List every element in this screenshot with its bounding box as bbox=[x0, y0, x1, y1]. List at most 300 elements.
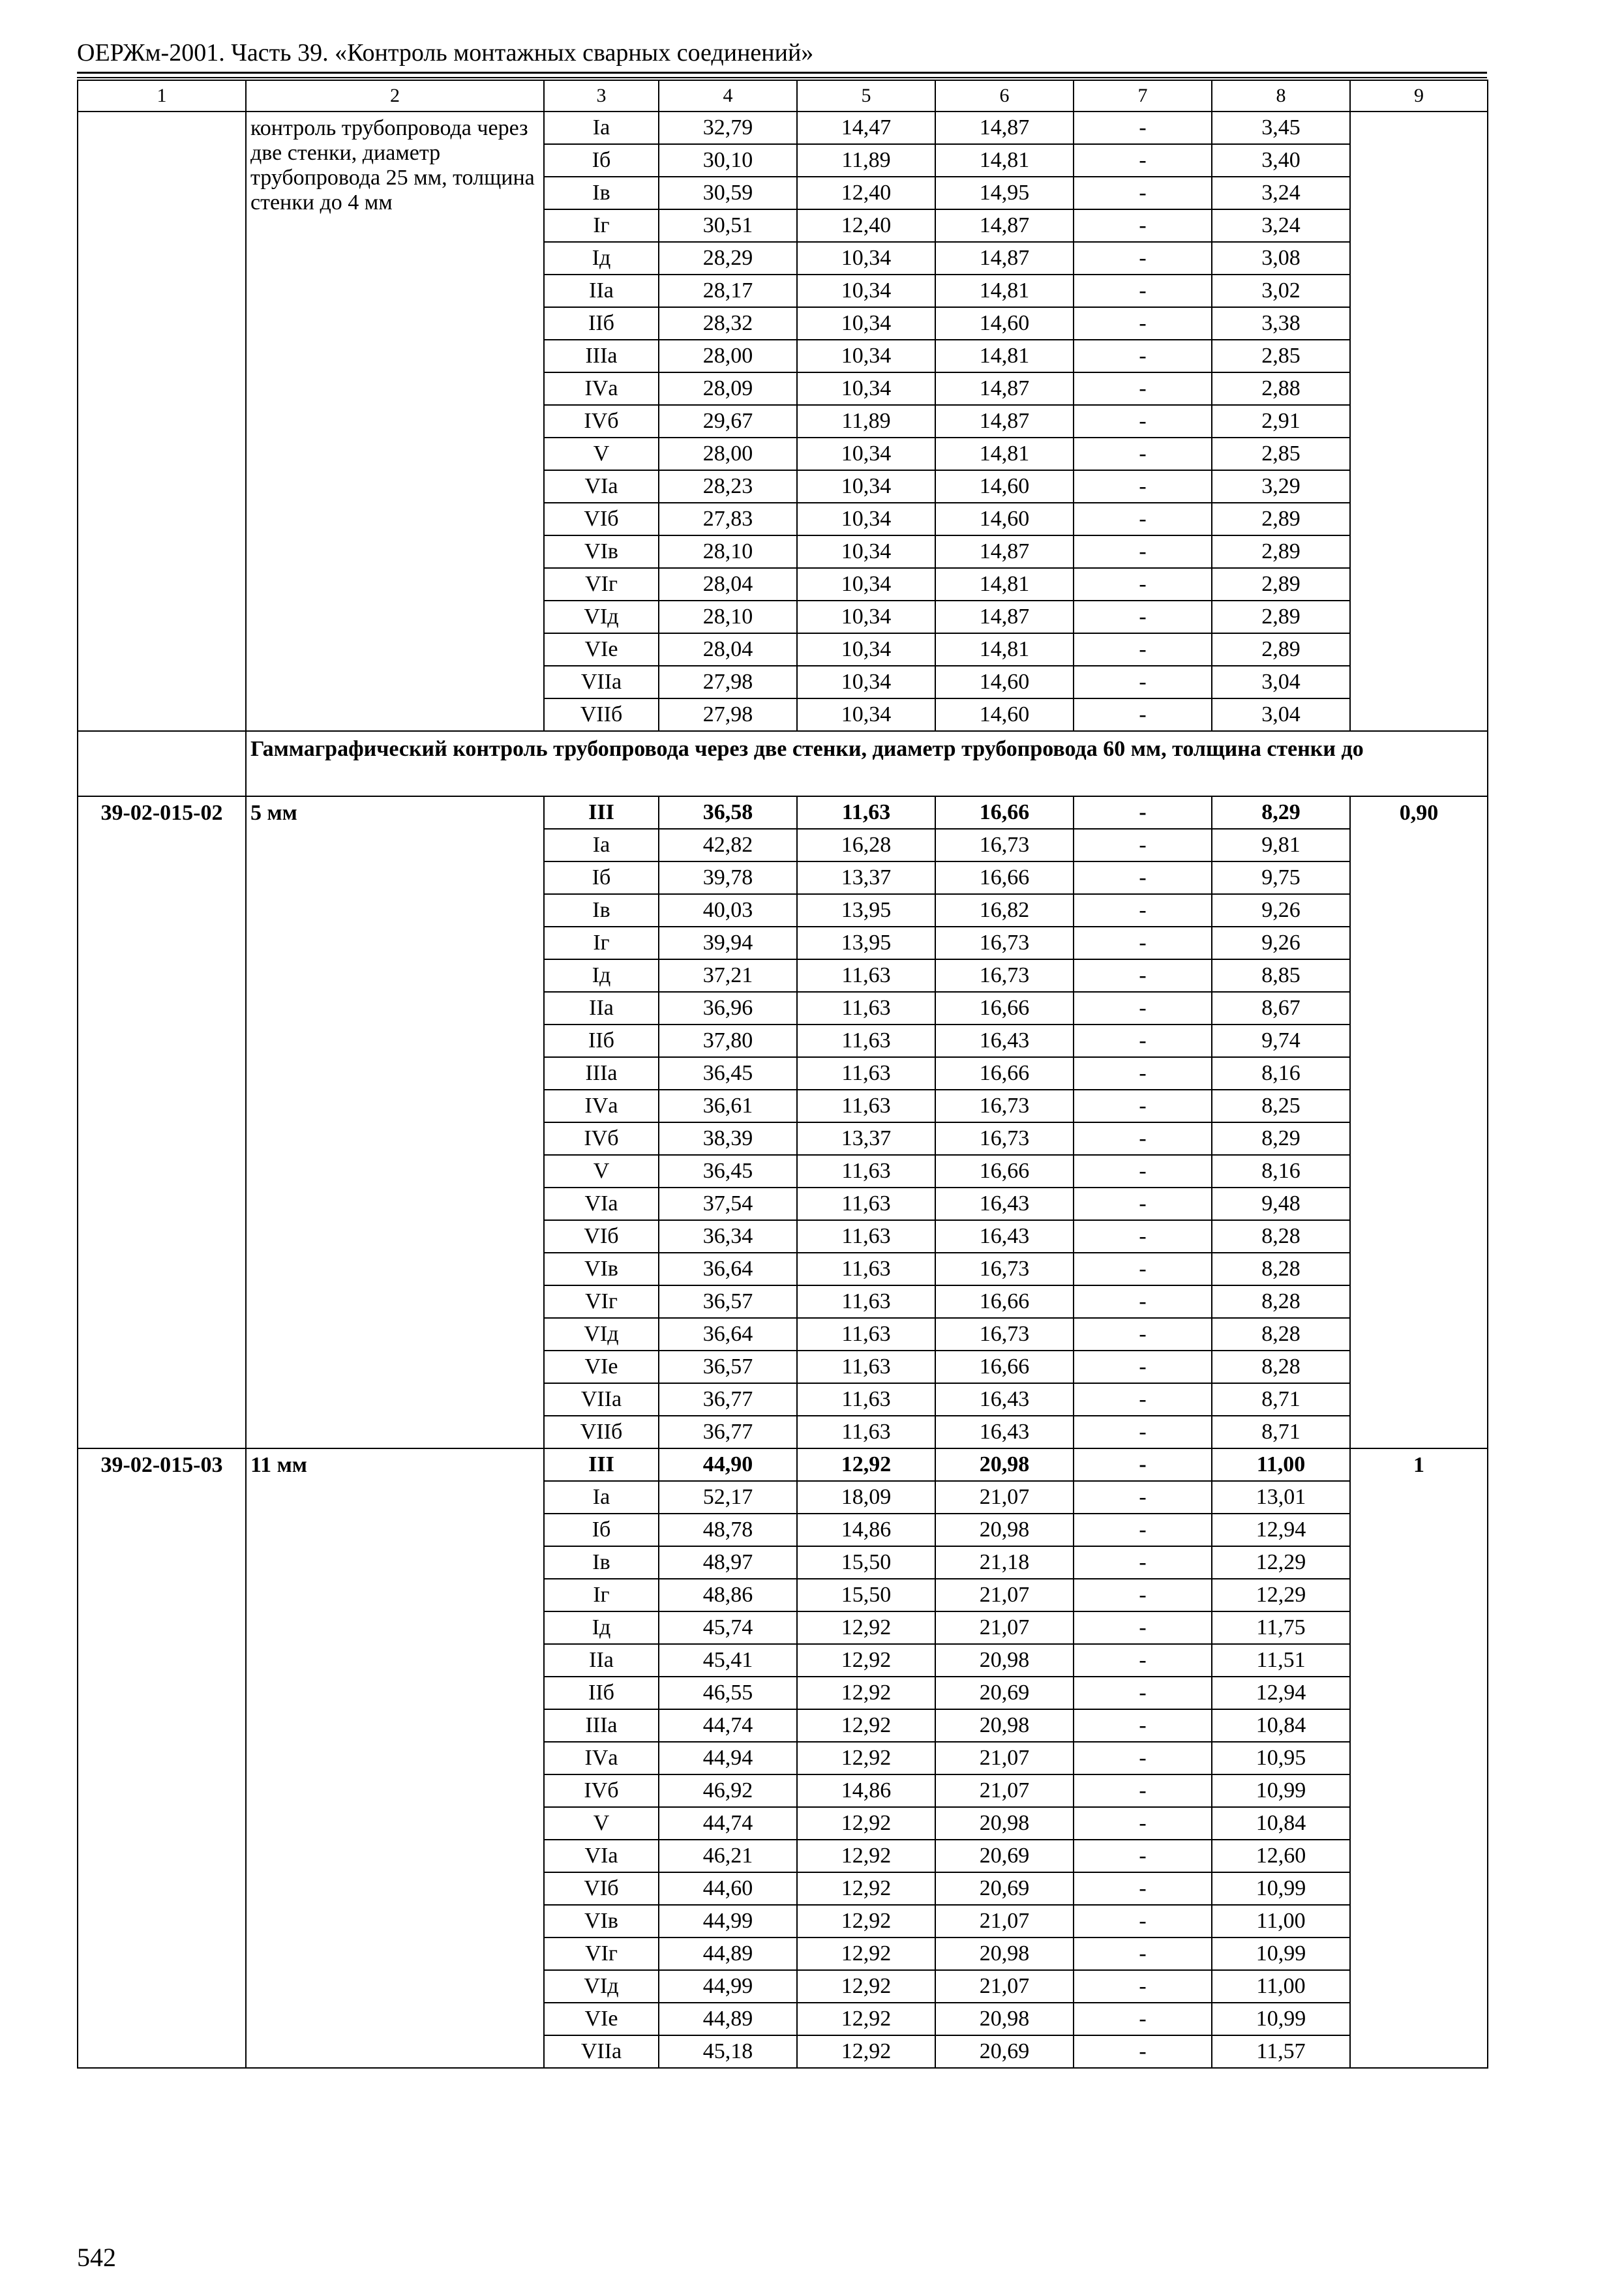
page-header: ОЕРЖм-2001. Часть 39. «Контроль монтажных сварных соединений» bbox=[77, 39, 814, 67]
total-cost: 40,03 bbox=[659, 894, 797, 927]
materials: 3,08 bbox=[1212, 242, 1350, 275]
grade-cell: Iд bbox=[544, 1611, 659, 1644]
total-cost: 46,21 bbox=[659, 1840, 797, 1872]
driver-wages: - bbox=[1074, 1383, 1212, 1416]
machine-cost: 21,07 bbox=[935, 1611, 1074, 1644]
wages: 10,34 bbox=[797, 438, 935, 470]
total-cost: 28,00 bbox=[659, 438, 797, 470]
header-rule bbox=[77, 72, 1487, 74]
total-cost: 36,64 bbox=[659, 1318, 797, 1351]
driver-wages: - bbox=[1074, 1742, 1212, 1774]
driver-wages: - bbox=[1074, 1285, 1212, 1318]
grade-cell: Iд bbox=[544, 242, 659, 275]
wages: 11,63 bbox=[797, 1188, 935, 1220]
total-cost: 36,57 bbox=[659, 1285, 797, 1318]
materials: 13,01 bbox=[1212, 1481, 1350, 1514]
total-cost: 48,97 bbox=[659, 1546, 797, 1579]
column-number: 5 bbox=[797, 80, 935, 112]
materials: 3,45 bbox=[1212, 112, 1350, 144]
grade-cell: V bbox=[544, 438, 659, 470]
grade-cell: IIа bbox=[544, 1644, 659, 1677]
driver-wages: - bbox=[1074, 144, 1212, 177]
section-blank bbox=[78, 731, 246, 796]
machine-cost: 14,81 bbox=[935, 275, 1074, 307]
wages: 12,92 bbox=[797, 1840, 935, 1872]
materials: 3,04 bbox=[1212, 666, 1350, 698]
materials: 11,57 bbox=[1212, 2035, 1350, 2068]
wages: 10,34 bbox=[797, 698, 935, 731]
driver-wages: - bbox=[1074, 2003, 1212, 2035]
machine-cost: 14,60 bbox=[935, 666, 1074, 698]
materials: 8,28 bbox=[1212, 1318, 1350, 1351]
grade-cell: IVа bbox=[544, 1742, 659, 1774]
materials: 2,85 bbox=[1212, 340, 1350, 372]
materials: 11,51 bbox=[1212, 1644, 1350, 1677]
total-cost: 45,74 bbox=[659, 1611, 797, 1644]
wages: 11,89 bbox=[797, 144, 935, 177]
grade-cell: Iб bbox=[544, 1514, 659, 1546]
total-cost: 36,77 bbox=[659, 1416, 797, 1448]
driver-wages: - bbox=[1074, 1514, 1212, 1546]
wages: 10,34 bbox=[797, 275, 935, 307]
total-cost: 36,57 bbox=[659, 1351, 797, 1383]
materials: 3,40 bbox=[1212, 144, 1350, 177]
total-cost: 28,09 bbox=[659, 372, 797, 405]
total-cost: 36,45 bbox=[659, 1155, 797, 1188]
total-cost: 27,98 bbox=[659, 698, 797, 731]
materials: 11,00 bbox=[1212, 1448, 1350, 1481]
materials: 12,29 bbox=[1212, 1546, 1350, 1579]
materials: 2,89 bbox=[1212, 503, 1350, 535]
column-number: 6 bbox=[935, 80, 1074, 112]
total-cost: 39,78 bbox=[659, 861, 797, 894]
grade-cell: VIIа bbox=[544, 666, 659, 698]
materials: 9,48 bbox=[1212, 1188, 1350, 1220]
grade-cell: Iг bbox=[544, 209, 659, 242]
wages: 15,50 bbox=[797, 1579, 935, 1611]
machine-cost: 20,98 bbox=[935, 1709, 1074, 1742]
materials: 2,88 bbox=[1212, 372, 1350, 405]
materials: 8,67 bbox=[1212, 992, 1350, 1025]
grade-cell: VIе bbox=[544, 2003, 659, 2035]
machine-cost: 14,60 bbox=[935, 698, 1074, 731]
materials: 3,02 bbox=[1212, 275, 1350, 307]
total-cost: 30,59 bbox=[659, 177, 797, 209]
rates-table bbox=[77, 80, 1488, 2069]
driver-wages: - bbox=[1074, 340, 1212, 372]
machine-cost: 21,07 bbox=[935, 1970, 1074, 2003]
total-cost: 27,83 bbox=[659, 503, 797, 535]
work-description: контроль трубопровода через две стенки, диаметр трубопровода 25 мм, толщина стенки до 4 мм bbox=[246, 112, 544, 731]
machine-cost: 16,73 bbox=[935, 1122, 1074, 1155]
wages: 10,34 bbox=[797, 372, 935, 405]
column-number: 3 bbox=[544, 80, 659, 112]
machine-cost: 16,66 bbox=[935, 992, 1074, 1025]
materials: 9,26 bbox=[1212, 927, 1350, 959]
total-cost: 46,55 bbox=[659, 1677, 797, 1709]
materials: 11,75 bbox=[1212, 1611, 1350, 1644]
driver-wages: - bbox=[1074, 1253, 1212, 1285]
machine-cost: 14,60 bbox=[935, 307, 1074, 340]
grade-cell: VIа bbox=[544, 1840, 659, 1872]
header-rule-thin bbox=[77, 77, 1487, 78]
total-cost: 28,17 bbox=[659, 275, 797, 307]
driver-wages: - bbox=[1074, 1090, 1212, 1122]
machine-cost: 16,66 bbox=[935, 1351, 1074, 1383]
grade-cell: VIIб bbox=[544, 698, 659, 731]
total-cost: 44,74 bbox=[659, 1807, 797, 1840]
materials: 8,28 bbox=[1212, 1253, 1350, 1285]
wages: 12,92 bbox=[797, 1905, 935, 1937]
wages: 10,34 bbox=[797, 601, 935, 633]
materials: 8,28 bbox=[1212, 1285, 1350, 1318]
machine-cost: 14,87 bbox=[935, 405, 1074, 438]
grade-cell: IIб bbox=[544, 1025, 659, 1057]
materials: 10,99 bbox=[1212, 1937, 1350, 1970]
machine-cost: 14,87 bbox=[935, 112, 1074, 144]
machine-cost: 21,18 bbox=[935, 1546, 1074, 1579]
materials: 8,71 bbox=[1212, 1416, 1350, 1448]
wages: 10,34 bbox=[797, 340, 935, 372]
materials: 8,28 bbox=[1212, 1220, 1350, 1253]
total-cost: 44,89 bbox=[659, 1937, 797, 1970]
driver-wages: - bbox=[1074, 1448, 1212, 1481]
grade-cell: VIв bbox=[544, 1253, 659, 1285]
wages: 16,28 bbox=[797, 829, 935, 861]
driver-wages: - bbox=[1074, 894, 1212, 927]
driver-wages: - bbox=[1074, 1611, 1212, 1644]
driver-wages: - bbox=[1074, 1188, 1212, 1220]
total-cost: 37,21 bbox=[659, 959, 797, 992]
grade-cell: Iг bbox=[544, 927, 659, 959]
grade-cell: Iг bbox=[544, 1579, 659, 1611]
page-number: 542 bbox=[77, 2243, 116, 2272]
machine-cost: 16,43 bbox=[935, 1188, 1074, 1220]
wages: 11,63 bbox=[797, 1318, 935, 1351]
total-cost: 30,10 bbox=[659, 144, 797, 177]
materials: 10,95 bbox=[1212, 1742, 1350, 1774]
machine-cost: 16,66 bbox=[935, 1285, 1074, 1318]
wages: 12,92 bbox=[797, 1937, 935, 1970]
wages: 12,92 bbox=[797, 2035, 935, 2068]
materials: 9,74 bbox=[1212, 1025, 1350, 1057]
driver-wages: - bbox=[1074, 503, 1212, 535]
total-cost: 28,10 bbox=[659, 535, 797, 568]
section-title: Гаммаграфический контроль трубопровода через две стенки, диаметр трубопровода 60 мм, толщина стенки до bbox=[246, 731, 1488, 796]
machine-cost: 14,87 bbox=[935, 601, 1074, 633]
machine-cost: 20,98 bbox=[935, 1448, 1074, 1481]
wages: 12,92 bbox=[797, 1970, 935, 2003]
total-cost: 28,32 bbox=[659, 307, 797, 340]
wages: 13,95 bbox=[797, 927, 935, 959]
materials: 3,24 bbox=[1212, 209, 1350, 242]
grade-cell: Iв bbox=[544, 177, 659, 209]
grade-cell: IIIа bbox=[544, 340, 659, 372]
table-row bbox=[78, 112, 1488, 144]
wages: 10,34 bbox=[797, 568, 935, 601]
section-row bbox=[78, 731, 1488, 796]
grade-cell: IIб bbox=[544, 307, 659, 340]
driver-wages: - bbox=[1074, 1937, 1212, 1970]
grade-cell: IVб bbox=[544, 1122, 659, 1155]
wages: 11,63 bbox=[797, 1253, 935, 1285]
total-cost: 36,45 bbox=[659, 1057, 797, 1090]
machine-cost: 21,07 bbox=[935, 1905, 1074, 1937]
driver-wages: - bbox=[1074, 1481, 1212, 1514]
wages: 10,34 bbox=[797, 470, 935, 503]
total-cost: 46,92 bbox=[659, 1774, 797, 1807]
driver-wages: - bbox=[1074, 698, 1212, 731]
driver-wages: - bbox=[1074, 568, 1212, 601]
grade-cell: VIа bbox=[544, 470, 659, 503]
total-cost: 45,41 bbox=[659, 1644, 797, 1677]
grade-cell: VIд bbox=[544, 601, 659, 633]
wages: 11,63 bbox=[797, 959, 935, 992]
materials: 8,71 bbox=[1212, 1383, 1350, 1416]
machine-cost: 20,98 bbox=[935, 1514, 1074, 1546]
wages: 12,92 bbox=[797, 1448, 935, 1481]
wages: 12,92 bbox=[797, 1709, 935, 1742]
total-cost: 45,18 bbox=[659, 2035, 797, 2068]
wages: 12,92 bbox=[797, 1611, 935, 1644]
work-description: 5 мм bbox=[246, 796, 544, 1448]
materials: 3,38 bbox=[1212, 307, 1350, 340]
machine-cost: 16,66 bbox=[935, 1057, 1074, 1090]
driver-wages: - bbox=[1074, 1025, 1212, 1057]
rate-code: 39-02-015-02 bbox=[78, 796, 246, 1448]
machine-cost: 14,87 bbox=[935, 209, 1074, 242]
grade-cell: VIг bbox=[544, 1285, 659, 1318]
machine-cost: 16,43 bbox=[935, 1025, 1074, 1057]
materials: 10,99 bbox=[1212, 1774, 1350, 1807]
total-cost: 39,94 bbox=[659, 927, 797, 959]
grade-cell: VIIа bbox=[544, 2035, 659, 2068]
wages: 12,92 bbox=[797, 2003, 935, 2035]
materials: 12,60 bbox=[1212, 1840, 1350, 1872]
materials: 2,89 bbox=[1212, 633, 1350, 666]
machine-cost: 14,60 bbox=[935, 503, 1074, 535]
grade-cell: VIб bbox=[544, 503, 659, 535]
driver-wages: - bbox=[1074, 1057, 1212, 1090]
total-cost: 28,23 bbox=[659, 470, 797, 503]
total-cost: 27,98 bbox=[659, 666, 797, 698]
machine-cost: 14,81 bbox=[935, 568, 1074, 601]
wages: 11,63 bbox=[797, 1025, 935, 1057]
materials: 9,81 bbox=[1212, 829, 1350, 861]
driver-wages: - bbox=[1074, 1840, 1212, 1872]
wages: 11,89 bbox=[797, 405, 935, 438]
machine-cost: 14,81 bbox=[935, 144, 1074, 177]
machine-cost: 20,69 bbox=[935, 1677, 1074, 1709]
machine-cost: 20,98 bbox=[935, 1644, 1074, 1677]
materials: 8,29 bbox=[1212, 1122, 1350, 1155]
grade-cell: Iа bbox=[544, 112, 659, 144]
materials: 10,99 bbox=[1212, 2003, 1350, 2035]
total-cost: 44,99 bbox=[659, 1970, 797, 2003]
machine-cost: 14,87 bbox=[935, 242, 1074, 275]
wages: 14,86 bbox=[797, 1514, 935, 1546]
wages: 10,34 bbox=[797, 503, 935, 535]
wages: 12,92 bbox=[797, 1677, 935, 1709]
grade-cell: VIе bbox=[544, 1351, 659, 1383]
machine-cost: 16,43 bbox=[935, 1383, 1074, 1416]
grade-cell: Iд bbox=[544, 959, 659, 992]
materials: 3,24 bbox=[1212, 177, 1350, 209]
driver-wages: - bbox=[1074, 601, 1212, 633]
driver-wages: - bbox=[1074, 1774, 1212, 1807]
materials: 8,85 bbox=[1212, 959, 1350, 992]
machine-cost: 14,81 bbox=[935, 438, 1074, 470]
wages: 12,92 bbox=[797, 1644, 935, 1677]
machine-cost: 16,82 bbox=[935, 894, 1074, 927]
grade-cell: IIа bbox=[544, 992, 659, 1025]
driver-wages: - bbox=[1074, 405, 1212, 438]
wages: 13,37 bbox=[797, 861, 935, 894]
materials: 8,29 bbox=[1212, 796, 1350, 829]
machine-cost: 21,07 bbox=[935, 1481, 1074, 1514]
materials: 2,91 bbox=[1212, 405, 1350, 438]
materials: 11,00 bbox=[1212, 1905, 1350, 1937]
driver-wages: - bbox=[1074, 927, 1212, 959]
materials: 8,25 bbox=[1212, 1090, 1350, 1122]
wages: 11,63 bbox=[797, 1220, 935, 1253]
wages: 12,92 bbox=[797, 1807, 935, 1840]
machine-cost: 20,69 bbox=[935, 1840, 1074, 1872]
total-cost: 48,78 bbox=[659, 1514, 797, 1546]
total-cost: 42,82 bbox=[659, 829, 797, 861]
total-cost: 52,17 bbox=[659, 1481, 797, 1514]
driver-wages: - bbox=[1074, 1807, 1212, 1840]
driver-wages: - bbox=[1074, 1546, 1212, 1579]
driver-wages: - bbox=[1074, 829, 1212, 861]
driver-wages: - bbox=[1074, 112, 1212, 144]
machine-cost: 16,66 bbox=[935, 1155, 1074, 1188]
driver-wages: - bbox=[1074, 535, 1212, 568]
machine-cost: 14,81 bbox=[935, 340, 1074, 372]
driver-wages: - bbox=[1074, 1318, 1212, 1351]
grade-cell: III bbox=[544, 1448, 659, 1481]
machine-cost: 14,87 bbox=[935, 535, 1074, 568]
driver-wages: - bbox=[1074, 1905, 1212, 1937]
materials: 11,00 bbox=[1212, 1970, 1350, 2003]
grade-cell: VIIа bbox=[544, 1383, 659, 1416]
grade-cell: VIIб bbox=[544, 1416, 659, 1448]
driver-wages: - bbox=[1074, 1220, 1212, 1253]
total-cost: 48,86 bbox=[659, 1579, 797, 1611]
table-row bbox=[78, 1448, 1488, 1481]
wages: 14,86 bbox=[797, 1774, 935, 1807]
estimate-table bbox=[77, 80, 1487, 2069]
grade-cell: IIIа bbox=[544, 1709, 659, 1742]
materials: 2,89 bbox=[1212, 568, 1350, 601]
materials: 10,99 bbox=[1212, 1872, 1350, 1905]
rate-code bbox=[78, 112, 246, 731]
materials: 2,89 bbox=[1212, 601, 1350, 633]
wages: 11,63 bbox=[797, 1416, 935, 1448]
grade-cell: VIв bbox=[544, 535, 659, 568]
grade-cell: Iб bbox=[544, 861, 659, 894]
work-description: 11 мм bbox=[246, 1448, 544, 2068]
materials: 8,16 bbox=[1212, 1057, 1350, 1090]
grade-cell: VIд bbox=[544, 1970, 659, 2003]
total-cost: 28,00 bbox=[659, 340, 797, 372]
machine-cost: 16,73 bbox=[935, 959, 1074, 992]
column-number: 8 bbox=[1212, 80, 1350, 112]
materials: 9,75 bbox=[1212, 861, 1350, 894]
grade-cell: IIб bbox=[544, 1677, 659, 1709]
total-cost: 29,67 bbox=[659, 405, 797, 438]
column-number: 1 bbox=[78, 80, 246, 112]
total-cost: 28,04 bbox=[659, 633, 797, 666]
machine-cost: 14,95 bbox=[935, 177, 1074, 209]
machine-cost: 14,60 bbox=[935, 470, 1074, 503]
driver-wages: - bbox=[1074, 666, 1212, 698]
driver-wages: - bbox=[1074, 1872, 1212, 1905]
total-cost: 30,51 bbox=[659, 209, 797, 242]
total-cost: 38,39 bbox=[659, 1122, 797, 1155]
coefficient bbox=[1350, 112, 1488, 731]
wages: 14,47 bbox=[797, 112, 935, 144]
machine-cost: 16,73 bbox=[935, 1090, 1074, 1122]
wages: 10,34 bbox=[797, 535, 935, 568]
driver-wages: - bbox=[1074, 1970, 1212, 2003]
machine-cost: 20,98 bbox=[935, 2003, 1074, 2035]
wages: 10,34 bbox=[797, 307, 935, 340]
machine-cost: 21,07 bbox=[935, 1774, 1074, 1807]
machine-cost: 20,69 bbox=[935, 2035, 1074, 2068]
grade-cell: Iв bbox=[544, 894, 659, 927]
total-cost: 28,04 bbox=[659, 568, 797, 601]
total-cost: 44,74 bbox=[659, 1709, 797, 1742]
materials: 3,29 bbox=[1212, 470, 1350, 503]
driver-wages: - bbox=[1074, 438, 1212, 470]
machine-cost: 21,07 bbox=[935, 1579, 1074, 1611]
wages: 11,63 bbox=[797, 992, 935, 1025]
wages: 12,92 bbox=[797, 1742, 935, 1774]
grade-cell: III bbox=[544, 796, 659, 829]
driver-wages: - bbox=[1074, 1677, 1212, 1709]
total-cost: 44,89 bbox=[659, 2003, 797, 2035]
driver-wages: - bbox=[1074, 633, 1212, 666]
grade-cell: IVб bbox=[544, 405, 659, 438]
machine-cost: 16,66 bbox=[935, 861, 1074, 894]
grade-cell: IIIа bbox=[544, 1057, 659, 1090]
grade-cell: VIа bbox=[544, 1188, 659, 1220]
total-cost: 28,10 bbox=[659, 601, 797, 633]
materials: 12,94 bbox=[1212, 1677, 1350, 1709]
driver-wages: - bbox=[1074, 1122, 1212, 1155]
wages: 11,63 bbox=[797, 1057, 935, 1090]
wages: 13,95 bbox=[797, 894, 935, 927]
grade-cell: VIб bbox=[544, 1220, 659, 1253]
total-cost: 36,61 bbox=[659, 1090, 797, 1122]
column-number: 9 bbox=[1350, 80, 1488, 112]
machine-cost: 20,98 bbox=[935, 1807, 1074, 1840]
wages: 12,40 bbox=[797, 209, 935, 242]
wages: 10,34 bbox=[797, 633, 935, 666]
grade-cell: Iа bbox=[544, 829, 659, 861]
machine-cost: 16,73 bbox=[935, 1253, 1074, 1285]
total-cost: 44,99 bbox=[659, 1905, 797, 1937]
driver-wages: - bbox=[1074, 307, 1212, 340]
column-number: 7 bbox=[1074, 80, 1212, 112]
total-cost: 36,58 bbox=[659, 796, 797, 829]
grade-cell: V bbox=[544, 1807, 659, 1840]
materials: 12,29 bbox=[1212, 1579, 1350, 1611]
wages: 12,92 bbox=[797, 1872, 935, 1905]
wages: 11,63 bbox=[797, 1351, 935, 1383]
driver-wages: - bbox=[1074, 796, 1212, 829]
